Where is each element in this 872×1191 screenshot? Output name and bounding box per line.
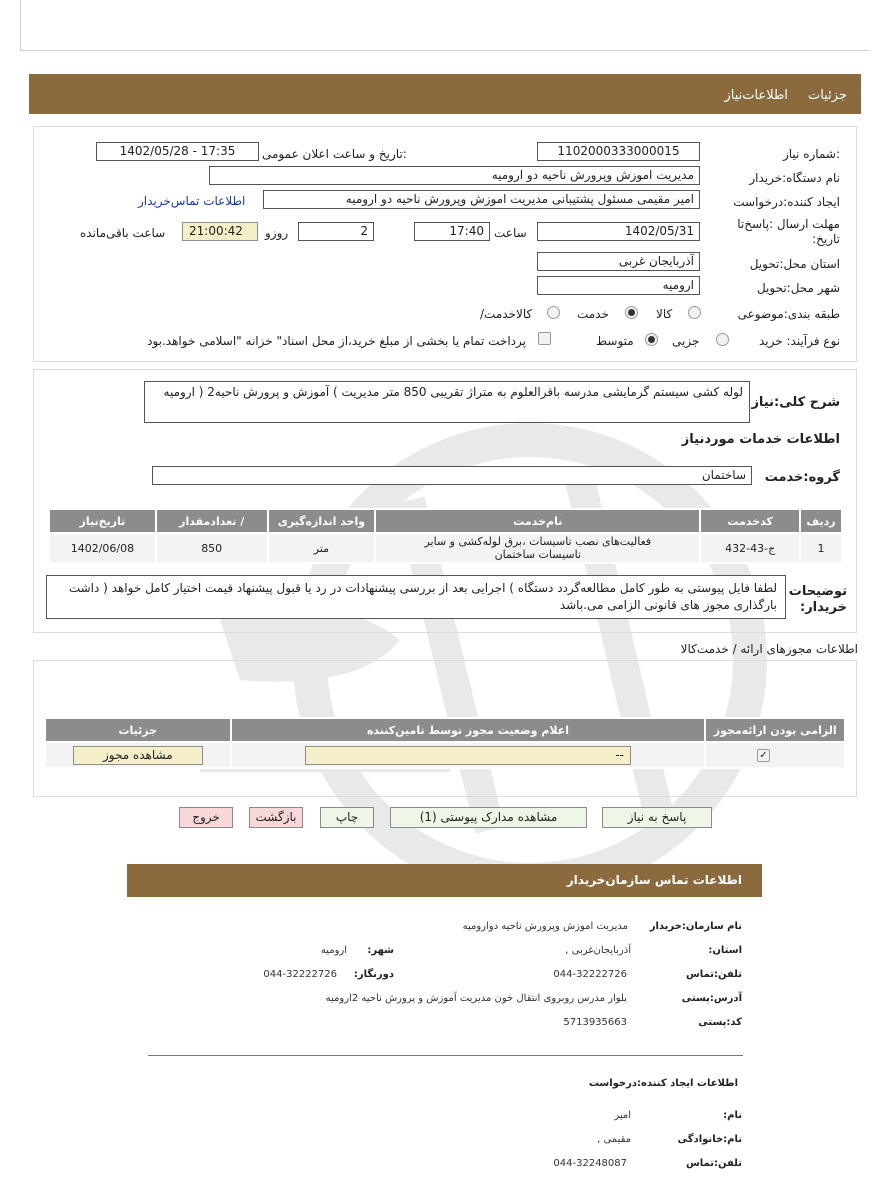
tab-need-info[interactable]: اطلاعات‌نیاز [724,88,788,103]
need-info-panel [33,126,857,362]
org-label: نام سازمان:خریدار [649,921,742,932]
creator-field: امیر مقیمی مسئول پشتیبانی مدیریت اموزش وپرورش ناحیه دو ارومیه [263,190,700,209]
cell-service-name: فعالیت‌های نصب تاسیسات ،برق لوله‌کشی و سایر تاسیسات ساختمان [375,533,700,563]
org-value: مدیریت اموزش وپرورش ناحیه دوارومیه [462,921,628,932]
buyer-notes-label-2: :خریدار [800,600,847,615]
province-field: آذربایجان غربی [537,252,700,271]
category-goods-service-radio[interactable] [547,306,560,319]
contact-address-value: بلوار مدرس روبروی انتقال خون مدیریت آموزش و پرورش ناحیه 2ارومیه [325,993,627,1004]
contact-phone-value: 044-32222726 [553,969,627,980]
cell-quantity: 850 [156,533,268,563]
cell-permit-required [705,742,845,768]
process-label: نوع فرآیند: خرید [759,334,840,348]
process-medium-radio[interactable] [645,333,658,346]
days-field: 2 [298,222,374,241]
details-header [29,74,861,114]
process-medium-label: متوسط [596,334,634,348]
description-label: شرح کلی:نیاز [751,395,840,410]
city-field: ارومیه [537,276,700,295]
cell-need-date: 1402/06/08 [49,533,156,563]
category-service-label: خدمت [577,307,609,321]
col-permit-details: جزئیات [45,718,231,742]
cell-service-code: ج-43-432 [700,533,800,563]
province-label: استان محل:تحویل [749,257,840,271]
view-permit-button[interactable]: مشاهده مجوز [73,746,203,765]
contact-phone-label: تلفن:تماس [685,969,742,980]
col-permit-required: الزامی بودن ارائه‌مجوز [705,718,845,742]
cell-permit-details [45,742,231,768]
creator-family-value: مقیمی , [597,1134,631,1145]
table-row [49,533,842,563]
process-minor-label: جزیی [672,334,700,348]
contact-postal-label: کد:پستی [698,1017,742,1028]
frame-top-line [20,50,870,51]
category-service-radio[interactable] [625,306,638,319]
reply-button[interactable]: پاسخ به نیاز [602,807,712,828]
deadline-label-2: :تاریخ [812,232,840,246]
cell-unit: متر [268,533,376,563]
deadline-date-field: 1402/05/31 [537,222,700,241]
treasury-payment-checkbox[interactable] [538,332,551,345]
buyer-notes-field: لطفا فایل پیوستی به طور کامل مطالعه‌گردد دستگاه ) اجرایی بعد از بررسی پیشنهادات در رد یا قبول پیشنهاد قیمت اختیار کامل خواهد ( داشت بارگذاری مجوز های قانونی الزامی می.باشد [46,575,786,619]
buyer-label: نام دستگاه:خریدار [749,171,840,185]
deadline-hour-label: ساعت [494,226,527,240]
table-row [45,742,845,768]
creator-name-label: :نام [723,1110,742,1121]
category-goods-radio[interactable] [688,306,701,319]
process-minor-radio[interactable] [716,333,729,346]
service-group-field: ساختمان [152,466,752,485]
contact-header: اطلاعات تماس سازمان‌خریدار [127,864,762,897]
col-unit: واحد اندازه‌گیری [268,509,376,533]
creator-family-label: نام:خانوادگی [677,1134,742,1145]
services-title: اطلاعات خدمات موردنیاز [681,432,840,447]
buyer-contact-link[interactable]: اطلاعات تماس‌خریدار [138,194,246,208]
creator-phone-label: تلفن:تماس [685,1158,742,1169]
back-button[interactable]: بازگشت [249,807,303,828]
permits-title: اطلاعات مجوزهای ارائه / خدمت‌کالا [680,642,858,656]
contact-city-label: :شهر [367,945,394,956]
cell-row-no: 1 [800,533,842,563]
service-group-label: گروه:خدمت [764,470,840,485]
remaining-label: ساعت باقی‌مانده [80,226,166,240]
contact-address-label: آدرس:پستی [681,993,742,1004]
col-service-code: کدخدمت [700,509,800,533]
remaining-time-field: 21:00:42 [182,222,258,241]
announce-label: تاریخ و ساعت اعلان عمومی: [262,147,407,161]
description-field: لوله کشی سیستم گرمایشی مدرسه باقرالعلوم به متراژ تقریبی 850 متر مدیریت ) آموزش و پرورش ناحیه2 ( ارومیه [144,381,750,423]
col-need-date: تاریخ‌نیاز [49,509,156,533]
permit-status-field: -- [305,746,631,765]
creator-section-title: اطلاعات ایجاد کننده:درخواست [588,1078,738,1089]
buyer-notes-label-1: توضیحات [788,584,847,599]
contact-fax-label: :دورنگار [353,969,394,980]
col-row-no: ردیف [800,509,842,533]
contact-province-label: :استان [708,945,742,956]
cell-permit-status [231,742,706,768]
creator-label: ایجاد کننده:درخواست [733,195,840,209]
city-label: شهر محل:تحویل [756,281,840,295]
contact-divider [148,1055,743,1056]
permit-required-checkbox[interactable]: ✓ [757,749,770,762]
contact-fax-value: 044-32222726 [263,969,337,980]
deadline-time-field: 17:40 [414,222,490,241]
exit-button[interactable]: خروج [179,807,233,828]
col-service-name: نام‌خدمت [375,509,700,533]
contact-province-value: آذربایجان‌غربی , [565,945,631,956]
need-number-label: شماره نیاز: [782,147,840,161]
col-permit-status: اعلام وضعیت مجوز توسط تامین‌کننده [231,718,706,742]
view-attachments-button[interactable]: مشاهده مدارک پیوستی (1) [390,807,587,828]
announce-field: 1402/05/28 - 17:35 [96,142,259,161]
print-button[interactable]: چاپ [320,807,374,828]
category-goods-service-label: /کالاخدمت [480,307,533,321]
col-quantity: / تعدادمقدار [156,509,268,533]
creator-phone-value: 044-32248087 [553,1158,627,1169]
category-label: طبقه بندی:موضوعی [737,307,840,321]
category-goods-label: کالا [656,307,673,321]
buyer-field: مدیریت اموزش وپرورش ناحیه دو ارومیه [209,166,700,185]
need-number-field: 1102000333000015 [537,142,700,161]
days-label: روزو [265,226,289,240]
creator-name-value: امیر [614,1110,631,1121]
contact-postal-value: 5713935663 [563,1017,627,1028]
treasury-payment-note: پرداخت تمام یا بخشی از مبلغ خرید،از محل اسناد" خزانه "اسلامی خواهد.بود [147,334,526,348]
services-table [48,508,843,564]
contact-city-value: ارومیه [320,945,347,956]
permits-table [44,717,846,769]
tab-details[interactable]: جزئیات [808,88,847,103]
frame-left-line [20,0,21,50]
deadline-label-1: مهلت ارسال :پاسخ‌تا [737,217,840,231]
